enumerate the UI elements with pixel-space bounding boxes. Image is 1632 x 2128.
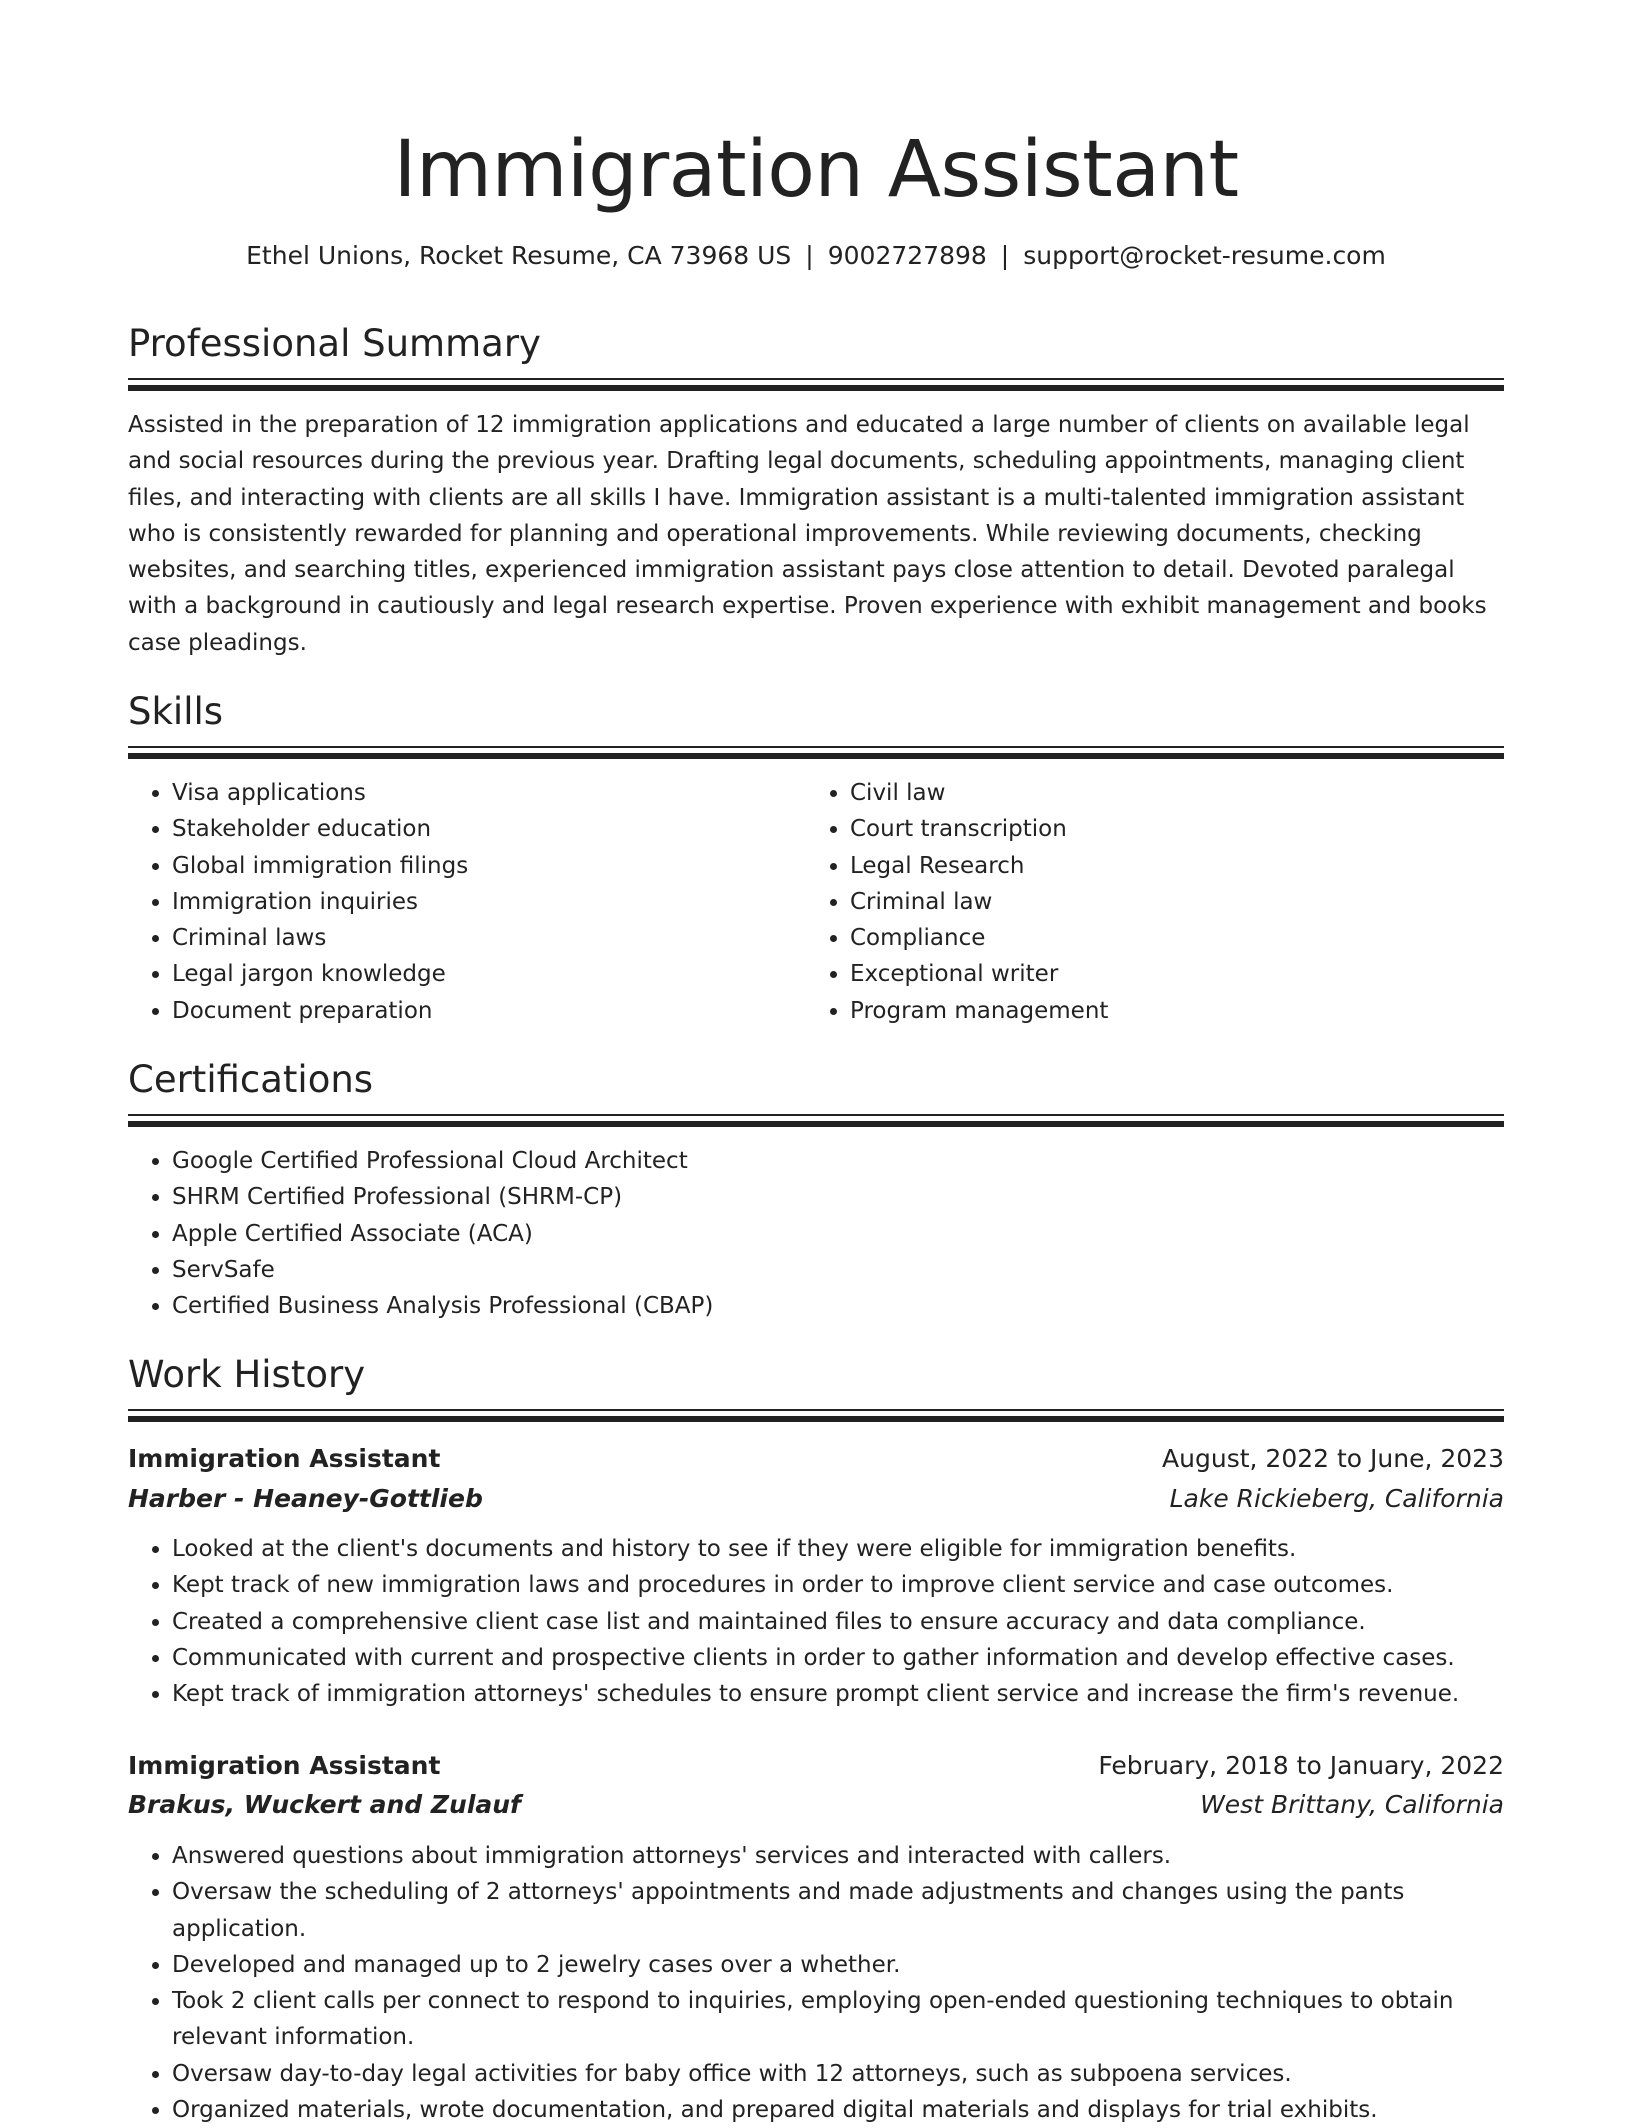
section-title-summary: Professional Summary bbox=[128, 322, 541, 365]
certification-item: • ServSafe bbox=[172, 1252, 1504, 1288]
certification-item: • SHRM Certified Professional (SHRM-CP) bbox=[172, 1179, 1504, 1215]
section-divider bbox=[128, 1409, 1504, 1423]
job-bullet: • Answered questions about immigration attorneys' services and interacted with callers. bbox=[172, 1838, 1504, 1874]
job-location: West Brittany, California bbox=[1200, 1790, 1504, 1819]
skill-item: • Legal Research bbox=[850, 848, 1490, 884]
job-header bbox=[128, 1746, 1504, 1786]
contact-line bbox=[128, 238, 1504, 274]
skill-item: • Compliance bbox=[850, 920, 1490, 956]
skill-item: • Stakeholder education bbox=[172, 811, 792, 847]
job-company: Harber - Heaney-Gottlieb bbox=[128, 1484, 483, 1513]
job-title: Immigration Assistant bbox=[128, 1444, 441, 1473]
skill-item: • Court transcription bbox=[850, 811, 1490, 847]
skill-item: • Program management bbox=[850, 993, 1490, 1029]
skills-list-right bbox=[806, 775, 1490, 1029]
job-bullet: • Oversaw day-to-day legal activities for baby office with 12 attorneys, such as subpoena services. bbox=[172, 2056, 1504, 2092]
skill-item: • Civil law bbox=[850, 775, 1490, 811]
job-location: Lake Rickieberg, California bbox=[1169, 1484, 1504, 1513]
certification-item: • Apple Certified Associate (ACA) bbox=[172, 1216, 1504, 1252]
skill-item: • Legal jargon knowledge bbox=[172, 956, 792, 992]
job-company: Brakus, Wuckert and Zulauf bbox=[128, 1790, 521, 1819]
job-subheader bbox=[128, 1785, 1504, 1825]
contact-phone: 9002727898 bbox=[827, 241, 987, 270]
job-bullet: • Kept track of new immigration laws and procedures in order to improve client service and case outcomes. bbox=[172, 1567, 1504, 1603]
skill-item: • Exceptional writer bbox=[850, 956, 1490, 992]
summary-text: Assisted in the preparation of 12 immigration applications and educated a large number of clients on available legal and social resources during the previous year. Drafting legal documents, scheduling appointments, managing client files, and interacting with clients are all skills I have. Immigration assistant is a multi-talented immigration assistant who is consistently rewarded for planning and operational improvements. While reviewing documents, checking websites, and searching titles, experienced immigration assistant pays close attention to detail. Devoted paralegal with a background in cautiously and legal research expertise. Proven experience with exhibit management and books case pleadings. bbox=[128, 412, 1487, 656]
job-title: Immigration Assistant bbox=[128, 1751, 441, 1780]
job-bullet: • Oversaw the scheduling of 2 attorneys' appointments and made adjustments and changes using the pants application. bbox=[172, 1874, 1504, 1947]
job-bullet: • Developed and managed up to 2 jewelry cases over a whether. bbox=[172, 1947, 1504, 1983]
section-divider bbox=[128, 746, 1504, 760]
job-bullet: • Kept track of immigration attorneys' schedules to ensure prompt client service and increase the firm's revenue. bbox=[172, 1676, 1504, 1712]
section-divider bbox=[128, 378, 1504, 392]
certification-item: • Google Certified Professional Cloud Architect bbox=[172, 1143, 1504, 1179]
skill-item: • Criminal law bbox=[850, 884, 1490, 920]
job-bullets bbox=[128, 1838, 1504, 2128]
skills-list-left bbox=[128, 775, 792, 1029]
job-header bbox=[128, 1439, 1504, 1479]
skill-item: • Global immigration filings bbox=[172, 848, 792, 884]
job-bullet: • Communicated with current and prospective clients in order to gather information and develop effective cases. bbox=[172, 1640, 1504, 1676]
section-title-skills: Skills bbox=[128, 690, 224, 733]
certifications-list bbox=[128, 1143, 1504, 1324]
skill-item: • Visa applications bbox=[172, 775, 792, 811]
section-title-work-history: Work History bbox=[128, 1353, 366, 1396]
skill-item: • Document preparation bbox=[172, 993, 792, 1029]
resume-page bbox=[128, 0, 1504, 2124]
job-bullet: • Organized materials, wrote documentation, and prepared digital materials and displays for trial exhibits. bbox=[172, 2092, 1504, 2128]
skill-item: • Immigration inquiries bbox=[172, 884, 792, 920]
resume-name: Immigration Assistant bbox=[393, 125, 1239, 215]
section-divider bbox=[128, 1114, 1504, 1128]
certification-item: • Certified Business Analysis Professional (CBAP) bbox=[172, 1288, 1504, 1324]
contact-email: support@rocket-resume.com bbox=[1023, 241, 1386, 270]
contact-separator: | bbox=[1000, 241, 1010, 270]
job-dates: February, 2018 to January, 2022 bbox=[1098, 1751, 1504, 1780]
job-bullet: • Took 2 client calls per connect to respond to inquiries, employing open-ended questioning techniques to obtain relevant information. bbox=[172, 1983, 1504, 2056]
contact-address: Ethel Unions, Rocket Resume, CA 73968 US bbox=[246, 241, 792, 270]
contact-separator: | bbox=[805, 241, 814, 270]
job-subheader bbox=[128, 1479, 1504, 1519]
job-dates: August, 2022 to June, 2023 bbox=[1162, 1444, 1504, 1473]
job-bullet: • Looked at the client's documents and history to see if they were eligible for immigration benefits. bbox=[172, 1531, 1504, 1567]
job-bullets bbox=[128, 1531, 1504, 1712]
job-bullet: • Created a comprehensive client case list and maintained files to ensure accuracy and data compliance. bbox=[172, 1604, 1504, 1640]
section-title-certifications: Certifications bbox=[128, 1058, 374, 1101]
skill-item: • Criminal laws bbox=[172, 920, 792, 956]
